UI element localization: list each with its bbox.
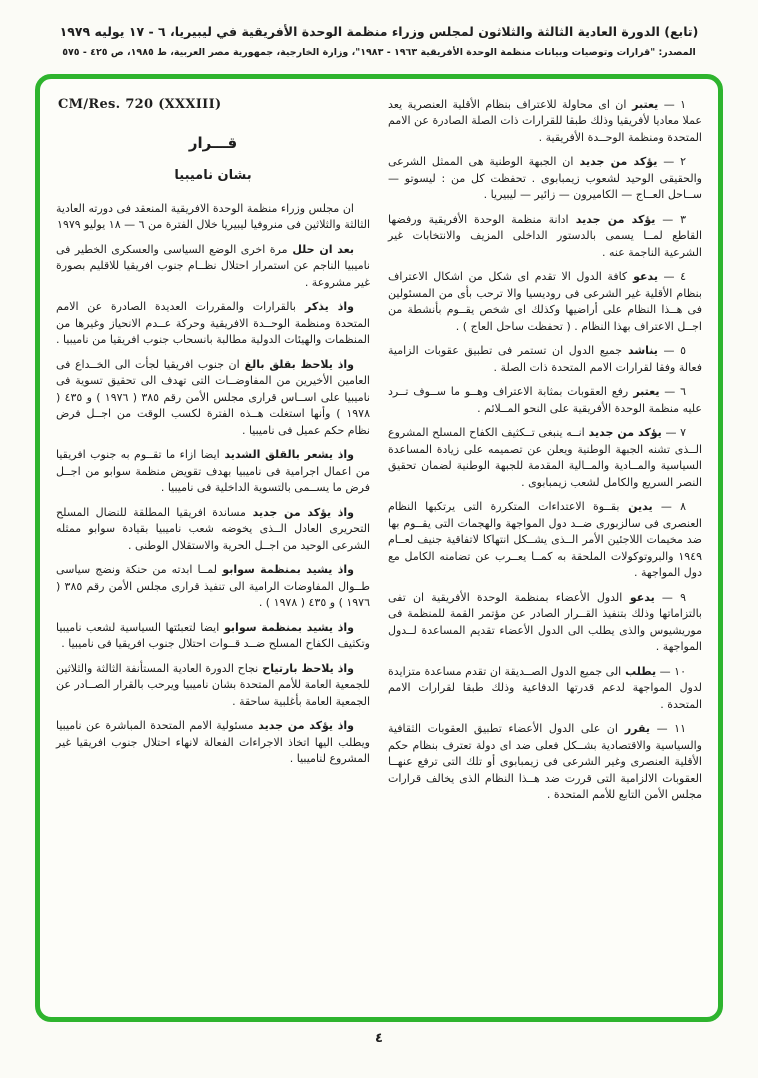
preamble-paragraph bbox=[56, 357, 370, 440]
item-text: رفع العقوبات بمثابة الاعتراف وهــو ما ســوف تــرد عليه منظمة الوحدة الأفريقية على النحو المــلائم . bbox=[388, 385, 702, 415]
operative-paragraph bbox=[388, 425, 702, 491]
item-number: ١١ — bbox=[656, 722, 686, 736]
item-lead: يؤكد من جديد bbox=[579, 155, 658, 169]
operative-paragraph bbox=[388, 384, 702, 417]
preamble-paragraph bbox=[56, 242, 370, 292]
operative-paragraph bbox=[388, 269, 702, 335]
paragraph-text: مساندة افريقيا المطلقة للنضال المسلح التحريرى العادل الــذى يخوضه شعب ناميبيا بقيادة سوابو ممثله الشرعى الوحيد من اجــل الحرية والاستقلال الوطنى . bbox=[56, 505, 370, 552]
header-line-2: المصدر: "قرارات وتوصيات وبيانات منظمة الوحدة الأفريقية ١٩٦٣ - ١٩٨٣"، وزارة الخارجية، جمهورية مصر العربية، ط ١٩٨٥، ص ٤٢٥ - ٥٧٥ bbox=[62, 47, 696, 59]
paragraph-lead: واذ يشيد بمنظمة سوابو bbox=[222, 563, 354, 577]
paragraph-lead: واذ يؤكد من جديد bbox=[252, 505, 354, 519]
paragraph-lead: واذ يشعر بالقلق الشديد bbox=[224, 448, 354, 462]
item-lead: يدعو bbox=[633, 270, 658, 284]
item-lead: يدين bbox=[628, 500, 653, 514]
item-lead: يعتبر bbox=[633, 385, 660, 399]
item-number: ٣ — bbox=[662, 212, 686, 226]
item-text: كافة الدول الا تقدم اى شكل من اشكال الاعتراف بنظام الأقلية غير الشرعى فى روديسيا والا ترحب بأى من المسئولين فى هــذا النظام على أراضيها وكذلك اى شخص يقــوم بأنشطة من اجــل الاعتراف بهذا النظام . ( تحفظت ساحل العاج ) . bbox=[388, 270, 702, 333]
page-number: ٤ bbox=[375, 1030, 383, 1046]
preamble-paragraph bbox=[56, 201, 370, 234]
item-number: ٧ — bbox=[665, 426, 686, 440]
item-number: ٤ — bbox=[663, 270, 687, 284]
item-lead: يطلب bbox=[625, 664, 657, 678]
right-column bbox=[388, 97, 702, 999]
preamble-paragraph bbox=[56, 661, 370, 711]
paragraph-text: ان جنوب افريقيا لجأت الى الخــداع فى العامين الأخيرين من المفاوضــات التى تهدف الى تحقيق تسوية فى ناميبيا على اســاس قرارى مجلس الأمن رقم ٣٨٥ ( ١٩٧٦ ) و ٤٣٥ ( ١٩٧٨ ) وأنها استغلت هــذه الفترة لكسب الوقت من اجــل فرض نظام حكم عميل فى ناميبيا . bbox=[56, 357, 370, 437]
item-number: ٨ — bbox=[660, 500, 686, 514]
paragraph-text: ان مجلس وزراء منظمة الوحدة الافريقية المنعقد فى دورته العادية الثالثة والثلاثين فى منروفيا ليبيريا خلال الفترة من ٦ — ١٨ يوليو ١٩٧٩ bbox=[56, 201, 370, 232]
paragraph-text: مسئولية الامم المتحدة المباشرة عن ناميبيا ويطلب اليها اتخاذ الاجراءات الفعالة لانهاء احتلال جنوب افريقيا غير المشروع لناميبيا . bbox=[56, 719, 370, 766]
operative-paragraph bbox=[388, 97, 702, 147]
item-text: جميع الدول ان تستمر فى تطبيق عقوبات الزامية فعالة وفقا لقرارات الامم المتحدة ذات الصلة . bbox=[388, 344, 702, 374]
preamble-paragraph bbox=[56, 505, 370, 555]
preamble-paragraph bbox=[56, 447, 370, 497]
item-text: الدول الأعضاء بمنظمة الوحدة الأفريقية ان تفى بالتزاماتها وذلك بتنفيذ القــرار الصادر عن مؤتمر القمة للمنظمة فى موريشيوس والذى يطلب الى الدول الأعضاء تقديم المساعدة لــدول المواجهة . bbox=[388, 590, 702, 654]
left-column bbox=[56, 97, 370, 999]
item-text: ادانة منظمة الوحدة الأفريقية ورفضها القاطع لمــا يسمى بالدستور الداخلى المزيف والانتخابات غير الشرعية الناجمة عنه . bbox=[388, 212, 702, 259]
paragraph-text: بالقرارات والمقررات العديدة الصادرة عن الامم المتحدة ومنظمة الوحــدة الافريقية وحركة عــدم الانحياز وغيرها من المنظمات والهيئات الدولية مطالبة بانسحاب جنوب افريقيا من ناميبيا . bbox=[56, 300, 370, 347]
item-text: ان اى محاولة للاعتراف بنظام الأقلية العنصرية يعد عملا معاديا لأفريقيا وذلك طبقا للقرارات ذات الصلة الصادرة عن الامم المتحدة ومنظمة الوحــدة الأفريقية . bbox=[388, 97, 702, 144]
item-lead: يؤكد من جديد bbox=[588, 426, 662, 440]
preamble-paragraph bbox=[56, 562, 370, 612]
preamble-paragraph bbox=[56, 718, 370, 768]
item-text: انــه ينبغى تــكثيف الكفاح المسلح المشروع الــذى تشنه الجبهة الوطنية ويعلن عن تصميمه على زيادة المساعدة السياسية والمــادية والمــالية المقدمة للجبهة الوطنية لضمان تحقيق النصر السريع والكامل لشعب زيمبابوى . bbox=[388, 426, 702, 489]
green-border-frame bbox=[35, 74, 723, 1022]
item-lead: يدعو bbox=[629, 590, 655, 604]
item-lead: يناشد bbox=[628, 344, 658, 358]
item-number: ٩ — bbox=[661, 590, 686, 604]
item-number: ١ — bbox=[663, 97, 687, 111]
paragraph-text: ايضا ازاء ما تقــوم به جنوب افريقيا من اعمال اجرامية فى ناميبيا بهدف تقويض منظمة سوابو من اجــل فرض ما يســمى بالتسوية الداخلية فى ناميبيا . bbox=[56, 448, 370, 495]
item-lead: يعتبر bbox=[632, 97, 659, 111]
resolution-title: قـــرار bbox=[188, 133, 238, 152]
paragraph-text: ايضا لتعبئتها السياسية لشعب ناميبيا وتكثيف الكفاح المسلح ضــد قــوات احتلال جنوب افريقيا فى ناميبيا . bbox=[56, 620, 370, 651]
operative-paragraph bbox=[388, 154, 702, 204]
item-number: ١٠ — bbox=[659, 664, 686, 678]
resolution-reference: CM/Res. 720 (XXXIII) bbox=[58, 96, 222, 112]
paragraph-lead: واذ يؤكد من جديد bbox=[258, 719, 354, 733]
item-number: ٥ — bbox=[663, 344, 687, 358]
operative-paragraph bbox=[388, 499, 702, 582]
preamble-paragraph bbox=[56, 620, 370, 653]
paragraph-lead: واذ يلاحظ بقلق بالغ bbox=[244, 357, 354, 371]
paragraph-text: نجاح الدورة العادية المستأنفة الثالثة والثلاثين للجمعية العامة للأمم المتحدة بشان ناميبيا ويرحب بالقرار الصــادر عن الجمعية العامة بأغلبية ساحقة . bbox=[56, 661, 370, 708]
item-text: ان على الدول الأعضاء تطبيق العقوبات الثقافية والسياسية والاقتصادية بشــكل فعلى ضد اى دولة تعترف بنظام حكم الأقلية العنصرى وغير الشرعى فى زيمبابوى أو تلك التى ترفع عنهــا العقوبات الالزامية التى قررت ضد هــذا النظام الذى يخالف قرارات مجلس الأمن التابع للأمم المتحدة . bbox=[388, 722, 702, 802]
operative-paragraph bbox=[388, 664, 702, 714]
page-header bbox=[0, 24, 758, 60]
item-text: بقــوة الاعتداءات المتكررة التى يرتكبها النظام العنصرى فى سالزبورى ضــد دول المواجهة والهجمات التى يقــوم بها ضد مخيمات اللاجئين الأمر الــذى يشــكل انتهاكا لاتفاقية جنيف لعــام ١٩٤٩ والبروتوكولات الملحقة به كمــا يعــرب عن تضامنه الكامل مع دول المواجهة . bbox=[388, 500, 702, 580]
paragraph-lead: واذ يلاحظ بارتياح bbox=[262, 661, 354, 675]
item-number: ٢ — bbox=[663, 155, 686, 169]
item-number: ٦ — bbox=[664, 385, 686, 399]
two-column-layout bbox=[56, 97, 702, 999]
item-text: ان الجبهة الوطنية هى الممثل الشرعى والحقيقى الوحيد لشعوب زيمبابوى . تحفظت كل من : ليسوتو — ســاحل العــاج — الكاميرون — زائير — ليبيريا . bbox=[388, 155, 702, 202]
resolution-subtitle: بشان ناميبيا bbox=[174, 167, 252, 183]
item-lead: يؤكد من جديد bbox=[575, 212, 656, 226]
paragraph-text: مرة اخرى الوضع السياسى والعسكرى الخطير فى ناميبيا الناجم عن استمرار احتلال نظــام جنوب افريقيا للاقليم بصورة غير مشروعة . bbox=[56, 242, 370, 289]
operative-paragraph bbox=[388, 590, 702, 656]
operative-paragraph bbox=[388, 343, 702, 376]
paragraph-lead: واذ يشيد بمنظمة سوابو bbox=[224, 620, 354, 634]
preamble-paragraph bbox=[56, 299, 370, 349]
paragraph-lead: واذ يذكر bbox=[304, 300, 354, 314]
operative-paragraph bbox=[388, 212, 702, 262]
paragraph-lead: بعد ان حلل bbox=[292, 242, 354, 256]
paragraph-text: لمــا ابدته من حنكة ونضج سياسى طــوال المفاوضات الرامية الى تنفيذ قرارى مجلس الأمن رقم ٣٨٥ ( ١٩٧٦ ) و ٤٣٥ ( ١٩٧٨ ) . bbox=[56, 563, 370, 610]
operative-paragraph bbox=[388, 721, 702, 804]
item-text: الى جميع الدول الصــديقة ان تقدم مساعدة متزايدة لدول المواجهة لدعم قدرتها الدفاعية وذلك طبقا لقرارات الامم المتحدة . bbox=[388, 664, 702, 711]
item-lead: يقرر bbox=[624, 722, 651, 736]
header-line-1: (تابع) الدورة العادية الثالثة والثلاثون لمجلس وزراء منظمة الوحدة الأفريقية في ليبيريا، ٦ - ١٧ يوليه ١٩٧٩ bbox=[59, 24, 699, 39]
